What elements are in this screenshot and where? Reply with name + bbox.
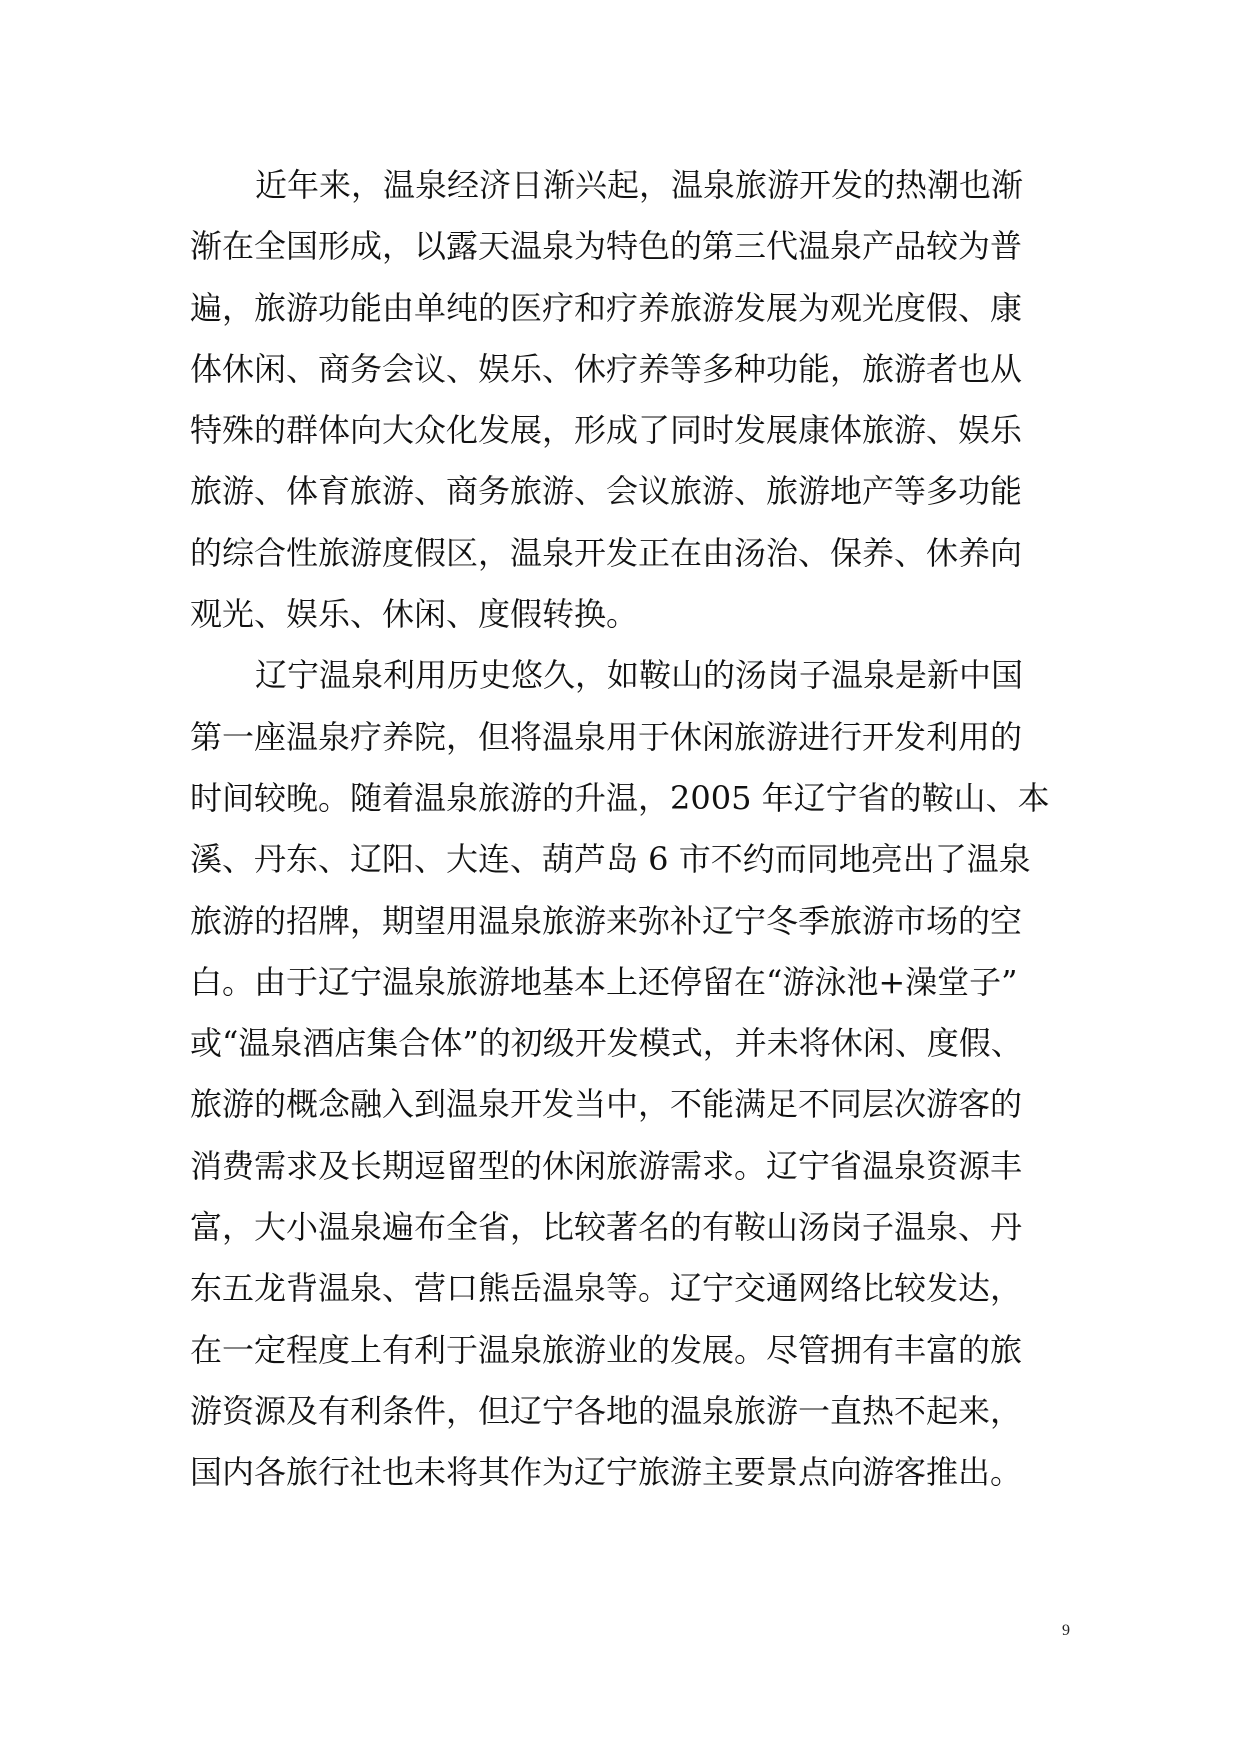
paragraph-line: 渐在全国形成，以露天温泉为特色的第三代温泉产品较为普 [190,227,1023,266]
paragraph-line: 白。由于辽宁温泉旅游地基本上还停留在“游泳池+澡堂子” [190,962,1018,1001]
paragraph-hot-spring-trend [190,155,1050,645]
paragraph-line: 旅游的招牌，期望用温泉旅游来弥补辽宁冬季旅游市场的空 [190,901,1023,940]
paragraph-line: 体休闲、商务会议、娱乐、休疗养等多种功能，旅游者也从 [190,349,1023,388]
paragraph-line: 国内各旅行社也未将其作为辽宁旅游主要景点向游客推出。 [190,1453,1023,1492]
body-text [190,155,1050,1504]
paragraph-line: 时间较晚。随着温泉旅游的升温，2005 年辽宁省的鞍山、本 [190,778,1050,817]
paragraph-line: 东五龙背温泉、营口熊岳温泉等。辽宁交通网络比较发达， [190,1269,1023,1308]
paragraph-line: 近年来，温泉经济日渐兴起，温泉旅游开发的热潮也渐 [255,166,1024,204]
paragraph-line: 第一座温泉疗养院，但将温泉用于休闲旅游进行开发利用的 [190,717,1023,756]
paragraph-line: 游资源及有利条件，但辽宁各地的温泉旅游一直热不起来， [190,1391,1023,1430]
paragraph-line: 特殊的群体向大众化发展，形成了同时发展康体旅游、娱乐 [190,411,1023,450]
paragraph-line: 溪、丹东、辽阳、大连、葫芦岛 6 市不约而同地亮出了温泉 [190,840,1031,879]
page-number: 9 [1062,1622,1070,1639]
paragraph-line: 的综合性旅游度假区，温泉开发正在由汤治、保养、休养向 [190,533,1023,572]
paragraph-line: 旅游、体育旅游、商务旅游、会议旅游、旅游地产等多功能 [190,472,1023,511]
paragraph-liaoning-hot-springs [190,645,1050,1503]
paragraph-line: 旅游的概念融入到温泉开发当中，不能满足不同层次游客的 [190,1085,1023,1124]
paragraph-line: 辽宁温泉利用历史悠久，如鞍山的汤岗子温泉是新中国 [255,656,1024,695]
paragraph-line: 富，大小温泉遍布全省，比较著名的有鞍山汤岗子温泉、丹 [190,1208,1023,1247]
paragraph-line: 消费需求及长期逗留型的休闲旅游需求。辽宁省温泉资源丰 [190,1146,1023,1185]
paragraph-line: 观光、娱乐、休闲、度假转换。 [190,595,639,634]
paragraph-line: 在一定程度上有利于温泉旅游业的发展。尽管拥有丰富的旅 [190,1330,1023,1369]
paragraph-line: 或“温泉酒店集合体”的初级开发模式，并未将休闲、度假、 [190,1024,1023,1063]
paragraph-line: 遍，旅游功能由单纯的医疗和疗养旅游发展为观光度假、康 [190,288,1023,327]
